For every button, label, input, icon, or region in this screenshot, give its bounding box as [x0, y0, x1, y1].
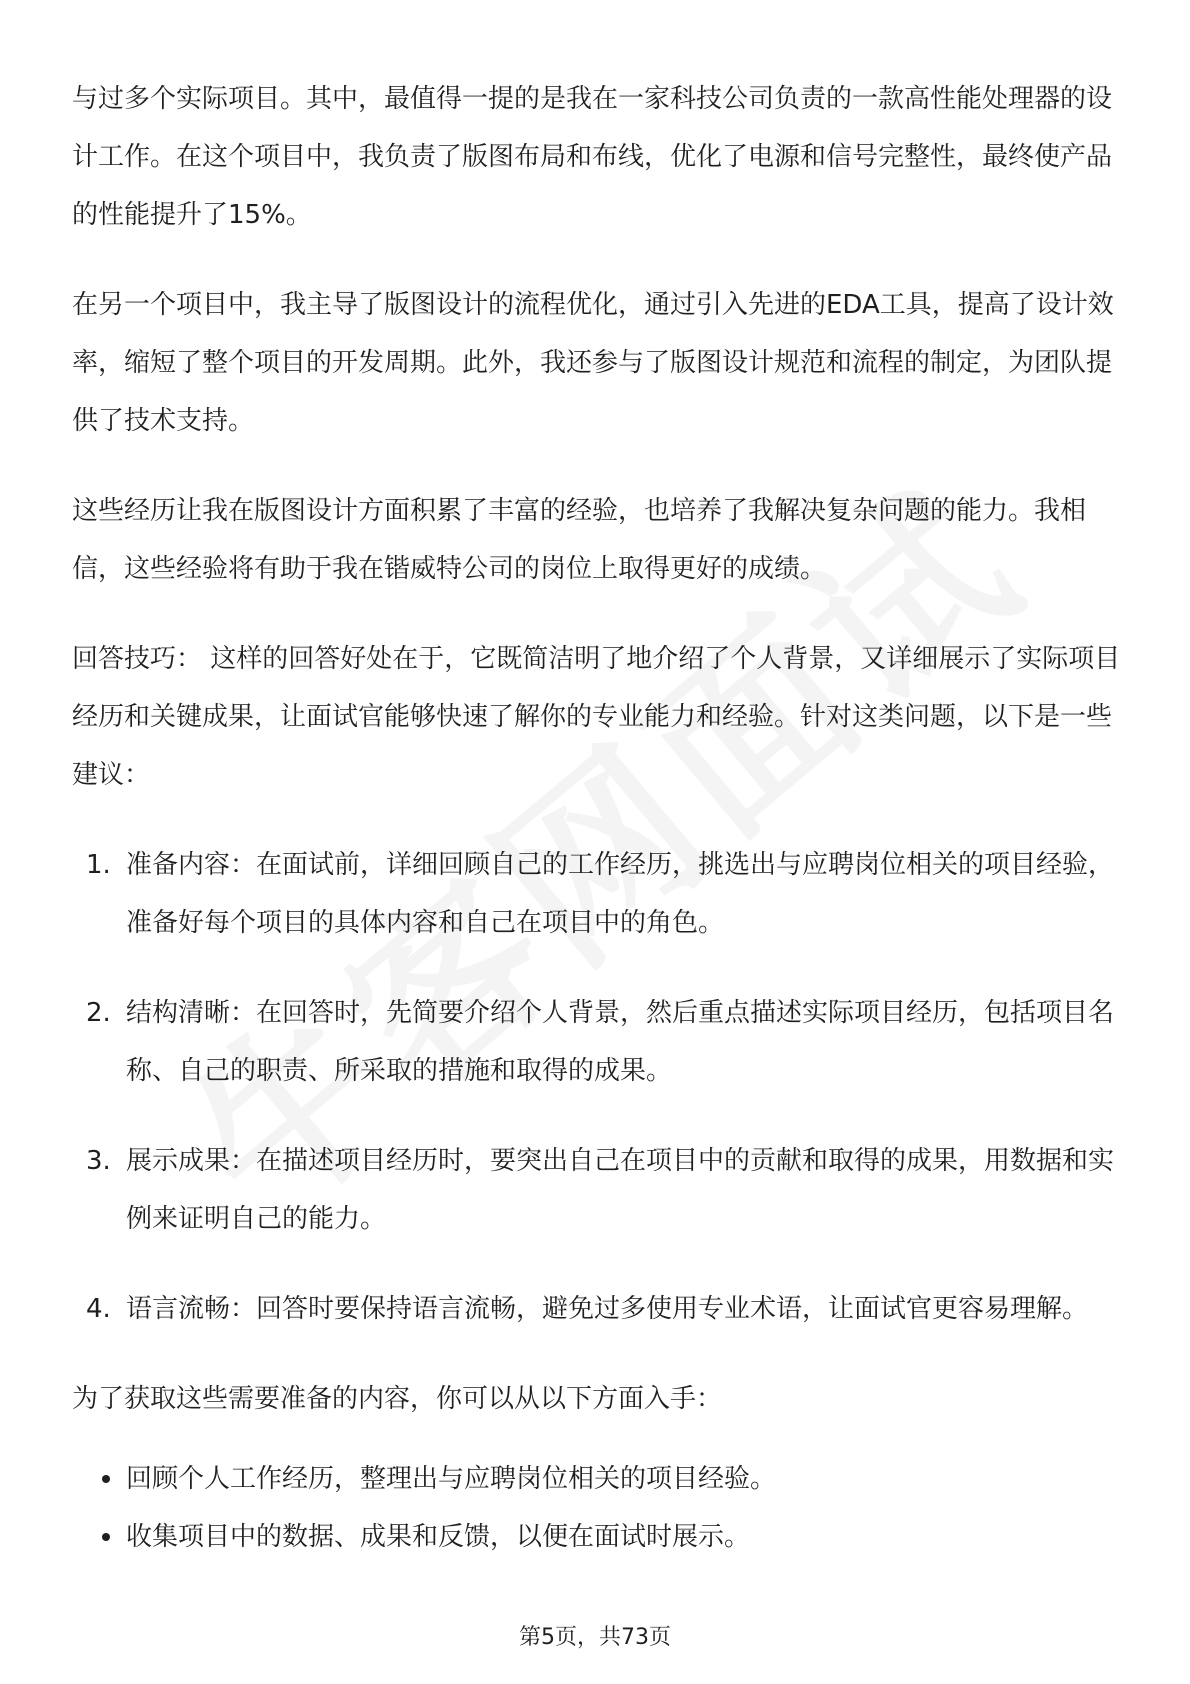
document-body — [72, 70, 1122, 1566]
bullet-text: 收集项目中的数据、成果和反馈，以便在面试时展示。 — [126, 1522, 751, 1552]
tip-text: 语言流畅：回答时要保持语言流畅，避免过多使用专业术语，让面试官更容易理解。 — [126, 1294, 1089, 1324]
paragraph-project-experience: 与过多个实际项目。其中，最值得一提的是我在一家科技公司负责的一款高性能处理器的设计工作。在这个项目中，我负责了版图布局和布线，优化了电源和信号完整性，最终使产品的性能提升了15%。 — [72, 84, 1113, 230]
tip-item — [72, 836, 1122, 952]
tip-number: 2. — [86, 998, 111, 1028]
paragraph-answer-tips: 回答技巧： 这样的回答好处在于，它既简洁明了地介绍了个人背景，又详细展示了实际项目经历和关键成果，让面试官能够快速了解你的专业能力和经验。针对这类问题，以下是一些建议： — [72, 644, 1121, 790]
paragraph-summary: 这些经历让我在版图设计方面积累了丰富的经验，也培养了我解决复杂问题的能力。我相信，这些经验将有助于我在锴威特公司的岗位上取得更好的成绩。 — [72, 496, 1087, 584]
page-footer: 第5页，共73页 — [519, 1625, 671, 1650]
paragraph-prep-intro: 为了获取这些需要准备的内容，你可以从以下方面入手： — [72, 1384, 723, 1414]
tips-list — [72, 836, 1122, 1338]
paragraph-process-optimization: 在另一个项目中，我主导了版图设计的流程优化，通过引入先进的EDA工具，提高了设计效率，缩短了整个项目的开发周期。此外，我还参与了版图设计规范和流程的制定，为团队提供了技术支持。 — [72, 290, 1114, 436]
bullet-dot-icon — [102, 1533, 110, 1541]
tip-item — [72, 1132, 1122, 1248]
prep-bullet-list — [72, 1450, 1122, 1566]
bullet-item — [72, 1450, 1122, 1508]
tip-item — [72, 984, 1122, 1100]
bullet-text: 回顾个人工作经历，整理出与应聘岗位相关的项目经验。 — [126, 1464, 777, 1494]
tip-number: 1. — [86, 850, 111, 880]
tip-text: 展示成果：在描述项目经历时，要突出自己在项目中的贡献和取得的成果，用数据和实例来证明自己的能力。 — [126, 1146, 1115, 1234]
tip-text: 结构清晰：在回答时，先简要介绍个人背景，然后重点描述实际项目经历，包括项目名称、自己的职责、所采取的措施和取得的成果。 — [126, 998, 1115, 1086]
tip-number: 3. — [86, 1146, 111, 1176]
bullet-item — [72, 1508, 1122, 1566]
tip-text: 准备内容：在面试前，详细回顾自己的工作经历，挑选出与应聘岗位相关的项目经验，准备好每个项目的具体内容和自己在项目中的角色。 — [126, 850, 1115, 938]
bullet-dot-icon — [102, 1475, 110, 1483]
tip-item — [72, 1280, 1122, 1338]
tip-number: 4. — [86, 1294, 111, 1324]
